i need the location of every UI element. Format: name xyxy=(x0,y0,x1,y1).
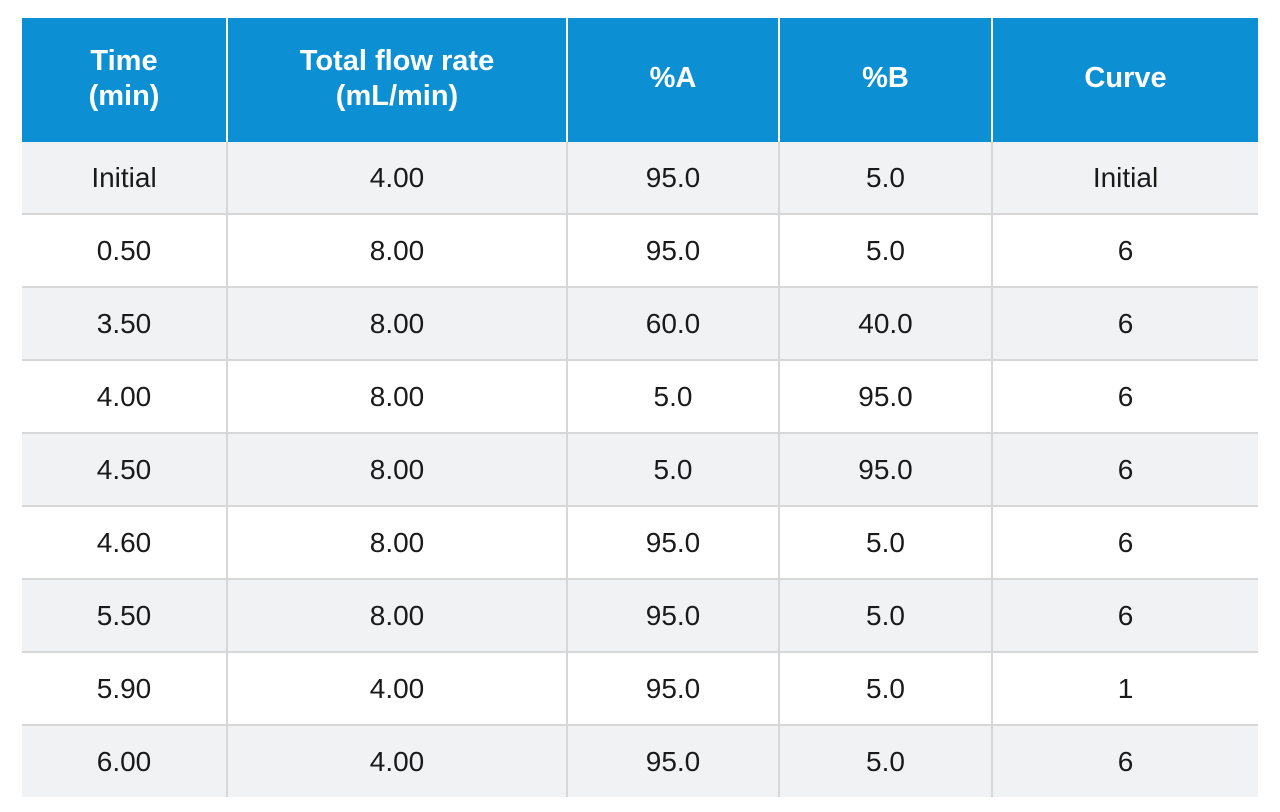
table-row xyxy=(22,214,1258,287)
column-header-curve xyxy=(992,18,1258,142)
cell-percent-a: 95.0 xyxy=(567,652,779,725)
cell-time: 4.60 xyxy=(22,506,227,579)
column-header-curve-line1: Curve xyxy=(1084,62,1167,95)
cell-percent-a: 5.0 xyxy=(567,433,779,506)
cell-time: 4.00 xyxy=(22,360,227,433)
cell-curve: 1 xyxy=(992,652,1258,725)
cell-flow: 8.00 xyxy=(227,360,567,433)
table-body xyxy=(22,142,1258,797)
column-header-percent-a xyxy=(567,18,779,142)
cell-percent-a: 5.0 xyxy=(567,360,779,433)
column-header-time-line1: Time xyxy=(90,44,158,77)
table-row xyxy=(22,506,1258,579)
gradient-table xyxy=(22,18,1258,797)
cell-time: 4.50 xyxy=(22,433,227,506)
cell-flow: 8.00 xyxy=(227,506,567,579)
table-row xyxy=(22,142,1258,214)
cell-flow: 4.00 xyxy=(227,142,567,214)
column-header-flow-line2: (mL/min) xyxy=(335,80,459,112)
cell-time: 3.50 xyxy=(22,287,227,360)
cell-percent-b: 95.0 xyxy=(779,360,992,433)
cell-flow: 8.00 xyxy=(227,433,567,506)
cell-flow: 4.00 xyxy=(227,652,567,725)
cell-flow: 8.00 xyxy=(227,214,567,287)
cell-flow: 8.00 xyxy=(227,579,567,652)
cell-percent-b: 5.0 xyxy=(779,725,992,797)
table-header xyxy=(22,18,1258,142)
cell-curve: 6 xyxy=(992,506,1258,579)
cell-curve: 6 xyxy=(992,287,1258,360)
cell-curve: 6 xyxy=(992,725,1258,797)
cell-percent-b: 5.0 xyxy=(779,652,992,725)
cell-curve: 6 xyxy=(992,433,1258,506)
cell-percent-a: 95.0 xyxy=(567,506,779,579)
cell-percent-b: 5.0 xyxy=(779,214,992,287)
column-header-flow-line1: Total flow rate xyxy=(299,44,495,77)
cell-curve: Initial xyxy=(992,142,1258,214)
table-row xyxy=(22,579,1258,652)
cell-percent-b: 5.0 xyxy=(779,506,992,579)
cell-percent-a: 95.0 xyxy=(567,142,779,214)
cell-flow: 4.00 xyxy=(227,725,567,797)
cell-percent-b: 5.0 xyxy=(779,142,992,214)
cell-percent-a: 60.0 xyxy=(567,287,779,360)
cell-percent-a: 95.0 xyxy=(567,214,779,287)
table-row xyxy=(22,652,1258,725)
cell-percent-a: 95.0 xyxy=(567,725,779,797)
column-header-percent-a-line1: %A xyxy=(649,62,697,95)
cell-percent-b: 95.0 xyxy=(779,433,992,506)
cell-time: Initial xyxy=(22,142,227,214)
cell-flow: 8.00 xyxy=(227,287,567,360)
cell-curve: 6 xyxy=(992,360,1258,433)
cell-time: 6.00 xyxy=(22,725,227,797)
header-row xyxy=(22,18,1258,142)
table-row xyxy=(22,287,1258,360)
cell-time: 5.50 xyxy=(22,579,227,652)
column-header-percent-b xyxy=(779,18,992,142)
column-header-percent-b-line1: %B xyxy=(862,62,909,95)
cell-percent-b: 5.0 xyxy=(779,579,992,652)
table-row xyxy=(22,725,1258,797)
cell-curve: 6 xyxy=(992,579,1258,652)
column-header-time-line2: (min) xyxy=(88,80,160,112)
table-row xyxy=(22,433,1258,506)
column-header-total-flow-rate xyxy=(227,18,567,142)
table-row xyxy=(22,360,1258,433)
cell-curve: 6 xyxy=(992,214,1258,287)
cell-time: 0.50 xyxy=(22,214,227,287)
column-header-time xyxy=(22,18,227,142)
cell-time: 5.90 xyxy=(22,652,227,725)
cell-percent-b: 40.0 xyxy=(779,287,992,360)
cell-percent-a: 95.0 xyxy=(567,579,779,652)
